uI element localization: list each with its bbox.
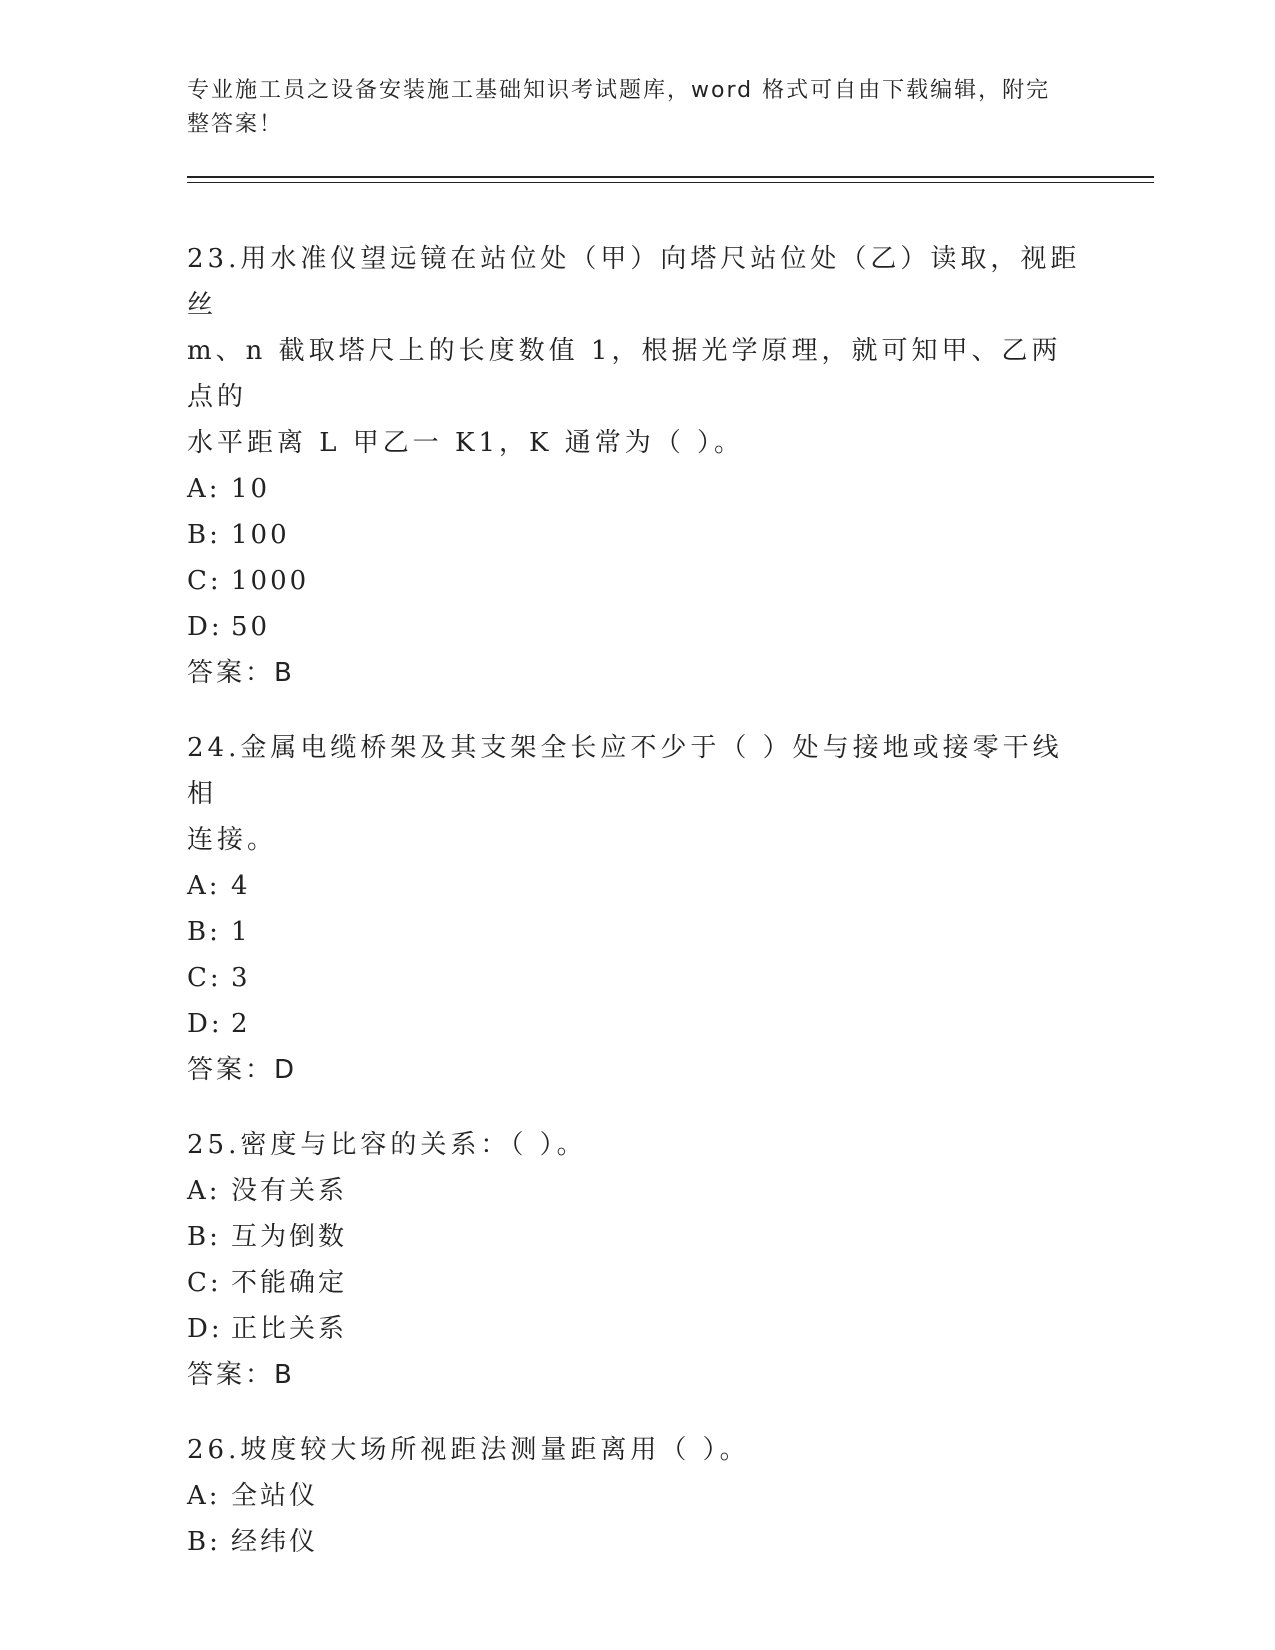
option-text: 1000	[231, 566, 310, 596]
option-b	[187, 1519, 1087, 1565]
option-text: 3	[231, 963, 251, 993]
question-26	[187, 1427, 1087, 1565]
option-c	[187, 1260, 1087, 1306]
question-25	[187, 1122, 1087, 1398]
question-24	[187, 725, 1087, 1093]
header-divider-thin	[187, 182, 1154, 183]
question-stem-line: 25.密度与比容的关系：（ ）。	[187, 1130, 587, 1160]
option-text: 互为倒数	[231, 1222, 348, 1252]
option-letter: B:	[187, 917, 221, 947]
option-letter: C:	[187, 566, 222, 596]
option-text: 不能确定	[231, 1268, 348, 1298]
answer-line: 答案：D	[187, 1055, 298, 1085]
question-number: 26.	[187, 1435, 241, 1465]
answer-line: 答案：B	[187, 1360, 295, 1390]
question-23	[187, 236, 1087, 696]
option-text: 正比关系	[231, 1314, 348, 1344]
option-b	[187, 1214, 1087, 1260]
option-c	[187, 955, 1087, 1001]
option-d	[187, 604, 1087, 650]
option-text: 全站仪	[231, 1481, 319, 1511]
option-text: 经纬仪	[231, 1527, 319, 1557]
option-a	[187, 466, 1087, 512]
option-letter: D:	[187, 1314, 223, 1344]
option-text: 2	[231, 1009, 251, 1039]
option-b	[187, 512, 1087, 558]
option-d	[187, 1001, 1087, 1047]
option-c	[187, 558, 1087, 604]
option-text: 100	[231, 520, 290, 550]
option-b	[187, 909, 1087, 955]
option-letter: A:	[187, 1481, 221, 1511]
header-title-line-1: 专业施工员之设备安装施工基础知识考试题库，word 格式可自由下载编辑，附完	[187, 78, 1051, 103]
option-text: 10	[231, 474, 271, 504]
option-d	[187, 1306, 1087, 1352]
option-letter: B:	[187, 1222, 221, 1252]
question-stem-line: 23.用水准仪望远镜在站位处（甲）向塔尺站位处（乙）读取，视距丝	[187, 244, 1081, 320]
option-letter: B:	[187, 1527, 221, 1557]
option-letter: A:	[187, 871, 221, 901]
document-header	[187, 74, 1067, 142]
header-title-line-2: 整答案！	[187, 112, 284, 137]
question-number: 25.	[187, 1130, 241, 1160]
question-list	[187, 236, 1087, 1594]
option-letter: C:	[187, 963, 222, 993]
question-stem-line: 26.坡度较大场所视距法测量距离用（ ）。	[187, 1435, 750, 1465]
header-divider-thick	[187, 176, 1154, 178]
option-letter: C:	[187, 1268, 222, 1298]
option-text: 4	[231, 871, 251, 901]
option-letter: A:	[187, 474, 221, 504]
option-letter: B:	[187, 520, 221, 550]
option-text: 1	[231, 917, 251, 947]
option-a	[187, 1473, 1087, 1519]
option-a	[187, 863, 1087, 909]
question-stem-line: 24.金属电缆桥架及其支架全长应不少于（ ）处与接地或接零干线相	[187, 733, 1063, 809]
question-stem-line: 水平距离 L 甲乙一 K1，K 通常为（ ）。	[187, 428, 744, 458]
answer-line: 答案：B	[187, 658, 295, 688]
option-letter: D:	[187, 1009, 223, 1039]
option-a	[187, 1168, 1087, 1214]
option-letter: A:	[187, 1176, 221, 1206]
option-letter: D:	[187, 612, 223, 642]
question-number: 23.	[187, 244, 241, 274]
question-stem-line: 连接。	[187, 825, 278, 855]
option-text: 没有关系	[231, 1176, 348, 1206]
option-text: 50	[231, 612, 271, 642]
question-number: 24.	[187, 733, 241, 763]
question-stem-line: m、n 截取塔尺上的长度数值 1，根据光学原理，就可知甲、乙两点的	[187, 336, 1062, 412]
